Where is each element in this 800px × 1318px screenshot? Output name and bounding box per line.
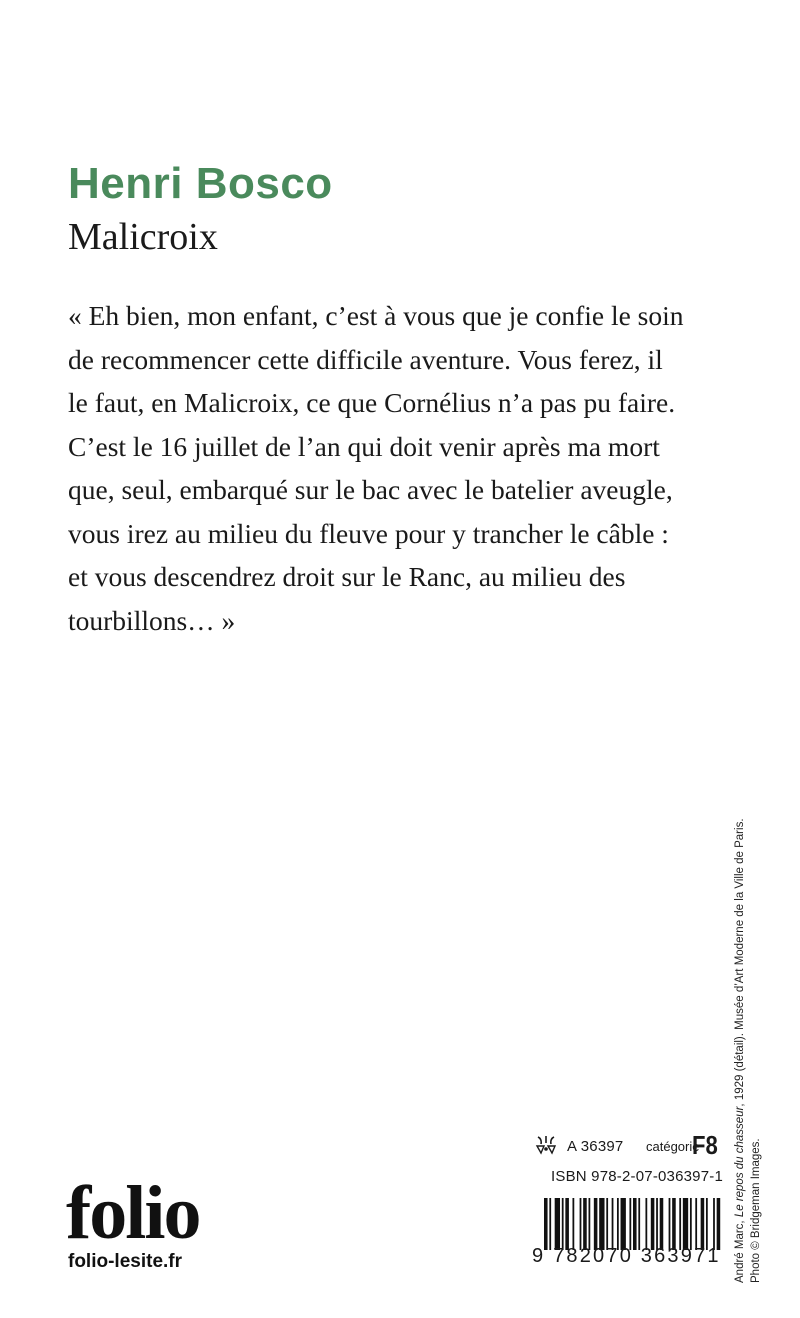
catalog-code: A 36397	[567, 1138, 624, 1155]
barcode-bar-15	[629, 1198, 631, 1250]
barcode-bar-27	[695, 1198, 697, 1250]
barcode-bar-18	[645, 1198, 647, 1250]
barcode-bar-0	[544, 1198, 548, 1250]
barcode-bar-23	[672, 1198, 676, 1250]
barcode-bar-2	[555, 1198, 560, 1250]
barcode-bar-8	[589, 1198, 591, 1250]
barcode-bar-4	[565, 1198, 569, 1250]
barcode-bar-3	[562, 1198, 564, 1250]
barcode-bar-14	[621, 1198, 626, 1250]
catalog-info	[535, 1130, 725, 1164]
author-name: Henri Bosco	[68, 159, 333, 208]
blurb-line: « Eh bien, mon enfant, c’est à vous que je confie le soin	[68, 300, 684, 331]
blurb-line: de recommencer cette difficile aventure. Vous ferez, il	[68, 343, 663, 375]
barcode-bar-7	[583, 1198, 587, 1250]
barcode-bar-13	[617, 1198, 619, 1250]
barcode-bar-21	[660, 1198, 664, 1250]
category-label: catégorie	[646, 1139, 700, 1154]
barcode-bar-1	[549, 1198, 551, 1250]
blurb-line: le faut, en Malicroix, ce que Cornélius n’a pas pu faire.	[68, 387, 676, 418]
barcode-bar-28	[701, 1198, 705, 1250]
credit-line-1	[733, 723, 749, 1283]
barcode-bar-12	[612, 1198, 614, 1250]
publisher-logo-icon	[535, 1134, 557, 1156]
blurb-line: tourbillons… »	[68, 604, 236, 636]
barcode-bar-9	[594, 1198, 598, 1250]
image-credit	[733, 723, 764, 1283]
barcode-bar-24	[679, 1198, 681, 1250]
blurb-line: que, seul, embarqué sur le bac avec le batelier aveugle,	[68, 474, 673, 505]
barcode-bar-25	[683, 1198, 688, 1250]
barcode-bar-11	[606, 1198, 608, 1250]
barcode-bar-20	[656, 1198, 658, 1250]
barcode-bar-22	[669, 1198, 671, 1250]
barcode-bar-30	[713, 1198, 715, 1250]
blurb-line: et vous descendrez droit sur le Ranc, au milieu des	[68, 561, 626, 592]
barcode-bar-10	[599, 1198, 604, 1250]
blurb-quote	[68, 294, 728, 642]
publisher-website: folio-lesite.fr	[68, 1251, 183, 1272]
barcode-bar-26	[690, 1198, 692, 1250]
barcode-digits: 9 782070 363971	[532, 1245, 721, 1267]
isbn-number: ISBN 978-2-07-036397-1	[551, 1168, 724, 1185]
category-code: F8	[692, 1130, 718, 1160]
barcode-bar-31	[717, 1198, 721, 1250]
credit-artist: André Marc,	[734, 1217, 746, 1283]
credit-photo: Photo © Bridgeman Images.	[749, 1138, 762, 1283]
barcode	[544, 1198, 722, 1250]
barcode-bar-29	[706, 1198, 708, 1250]
book-title: Malicroix	[68, 216, 218, 258]
publisher-logo: folio	[66, 1171, 200, 1255]
blurb-line: vous irez au milieu du fleuve pour y trancher le câble :	[68, 517, 669, 549]
credit-details: , 1929 (détail). Musée d’Art Moderne de la Ville de Paris.	[734, 818, 746, 1107]
credit-work-title: Le repos du chasseur	[734, 1106, 746, 1218]
blurb-line: C’est le 16 juillet de l’an qui doit venir après ma mort	[68, 430, 660, 462]
barcode-bar-5	[572, 1198, 574, 1250]
barcode-bar-19	[651, 1198, 655, 1250]
barcode-bar-6	[580, 1198, 582, 1250]
barcode-bar-17	[638, 1198, 640, 1250]
barcode-bar-16	[633, 1198, 637, 1250]
